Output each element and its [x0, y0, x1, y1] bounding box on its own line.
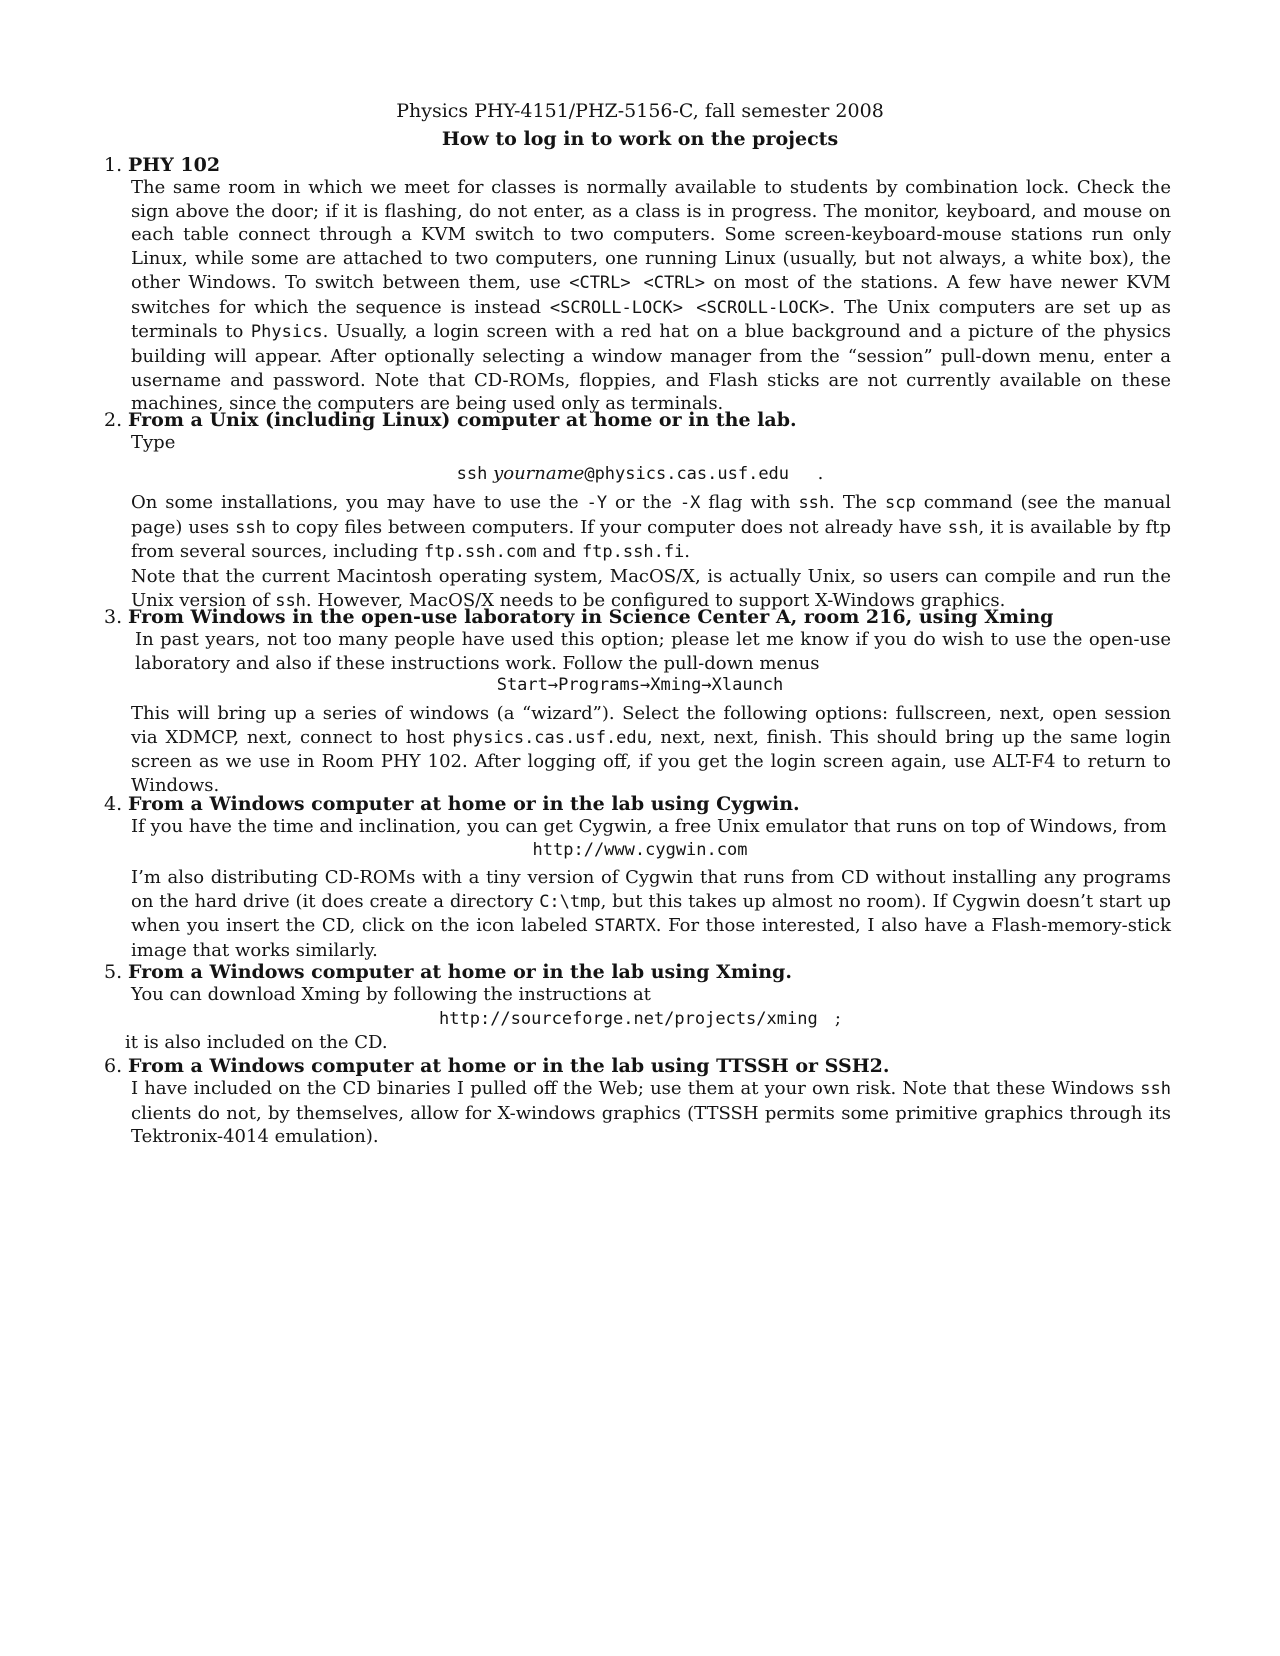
section-number: 5. — [104, 961, 123, 983]
section-paragraph: I have included on the CD binaries I pulled off the Web; use them at your own risk. Note that these Windows ssh clients do not, by themselves, allow for X-windows graphics (TTSSH permits some primitive graphics through its Tektronix-4014 emulation). — [131, 1078, 1171, 1148]
section-number: 1. — [104, 154, 123, 176]
section-paragraph: I’m also distributing CD-ROMs with a tiny version of Cygwin that runs from CD without installing any programs on the hard drive (it does create a directory C:\tmp, but this takes up almost no room). If Cygwin doesn’t start up when you insert the CD, click on the icon labeled STARTX. For those interested, I also have a Flash-memory-stick image that works similarly. — [131, 867, 1171, 962]
page-title: How to log in to work on the projects — [441, 128, 839, 150]
xming-url: http://sourceforge.net/projects/xming — [439, 1009, 818, 1029]
section-title: From a Windows computer at home or in the lab using Cygwin. — [128, 793, 800, 815]
section-number: 4. — [104, 793, 123, 815]
section-paragraph: On some installations, you may have to use the -Y or the -X flag with ssh. The scp command (see the manual page) uses ssh to copy files between computers. If your computer does not already have ssh, it is available by ftp from several sources, including ftp.ssh.com and ftp.ssh.fi. — [131, 492, 1171, 563]
ssh-command: ssh yourname@physics.cas.usf.edu . — [456, 463, 824, 484]
section-paragraph: In past years, not too many people have used this option; please let me know if you do wish to use the open-use laboratory and also if these instructions work. Follow the pull-down menus — [135, 629, 1171, 674]
menu-path: Start→Programs→Xming→Xlaunch — [496, 675, 784, 695]
section-paragraph: If you have the time and inclination, you can get Cygwin, a free Unix emulator that runs on top of Windows, from — [131, 816, 1167, 837]
section-paragraph: The same room in which we meet for classes is normally available to students by combination lock. Check the sign above the door; if it is flashing, do not enter, as a class is in progress. The monitor, keyboard, and mouse on each table connect through a KVM switch to two computers. Some screen-keyboard-mouse stations run only Linux, while some are attached to two computers, one running Linux (usually, but not always, a white box), the other Windows. To switch between them, use <CTRL> <CTRL> on most of the stations. A few have newer KVM switches for which the sequence is instead <SCROLL-LOCK> <SCROLL-LOCK>. The Unix computers are set up as terminals to Physics. Usually, a login screen with a red hat on a blue background and a picture of the physics building will appear. After optionally selecting a window manager from the “session” pull-down menu, enter a username and password. Note that CD-ROMs, floppies, and Flash sticks are not currently available on these machines, since the computers are being used only as terminals. — [131, 177, 1171, 415]
course-line: Physics PHY-4151/PHZ-5156-C, fall semester 2008 — [396, 100, 884, 122]
section-number: 6. — [104, 1055, 123, 1077]
section-title: PHY 102 — [128, 154, 221, 176]
inline-code: <SCROLL-LOCK> <SCROLL-LOCK> — [549, 297, 830, 318]
section-title: From Windows in the open-use laboratory in Science Center A, room 216, using Xming — [128, 606, 1054, 628]
section-paragraph: This will bring up a series of windows (a “wizard”). Select the following options: fullscreen, next, open session via XDMCP, next, connect to host physics.cas.usf.edu, next, next, finish. This should bring up the same login screen as we use in Room PHY 102. After logging off, if you get the login screen again, use ALT-F4 to return to Windows. — [131, 703, 1171, 797]
section-title: From a Unix (including Linux) computer at home or in the lab. — [128, 409, 797, 431]
cygwin-url: http://www.cygwin.com — [532, 840, 748, 860]
section-title: From a Windows computer at home or in the lab using TTSSH or SSH2. — [128, 1055, 890, 1077]
section-number: 2. — [104, 409, 123, 431]
section-paragraph: You can download Xming by following the instructions at — [131, 984, 651, 1005]
inline-code: Physics — [250, 322, 323, 343]
section-paragraph: it is also included on the CD. — [125, 1032, 388, 1053]
section-title: From a Windows computer at home or in the lab using Xming. — [128, 961, 792, 983]
xming-url-line: http://sourceforge.net/projects/xming ; — [439, 1008, 841, 1029]
inline-code: <CTRL> <CTRL> — [569, 272, 705, 293]
section-number: 3. — [104, 606, 123, 628]
type-label: Type — [131, 432, 176, 453]
section-paragraph: Note that the current Macintosh operating system, MacOS/X, is actually Unix, so users can compile and run the Unix version of ssh. However, MacOS/X needs to be configured to support X-Windows graphics. — [131, 566, 1171, 611]
